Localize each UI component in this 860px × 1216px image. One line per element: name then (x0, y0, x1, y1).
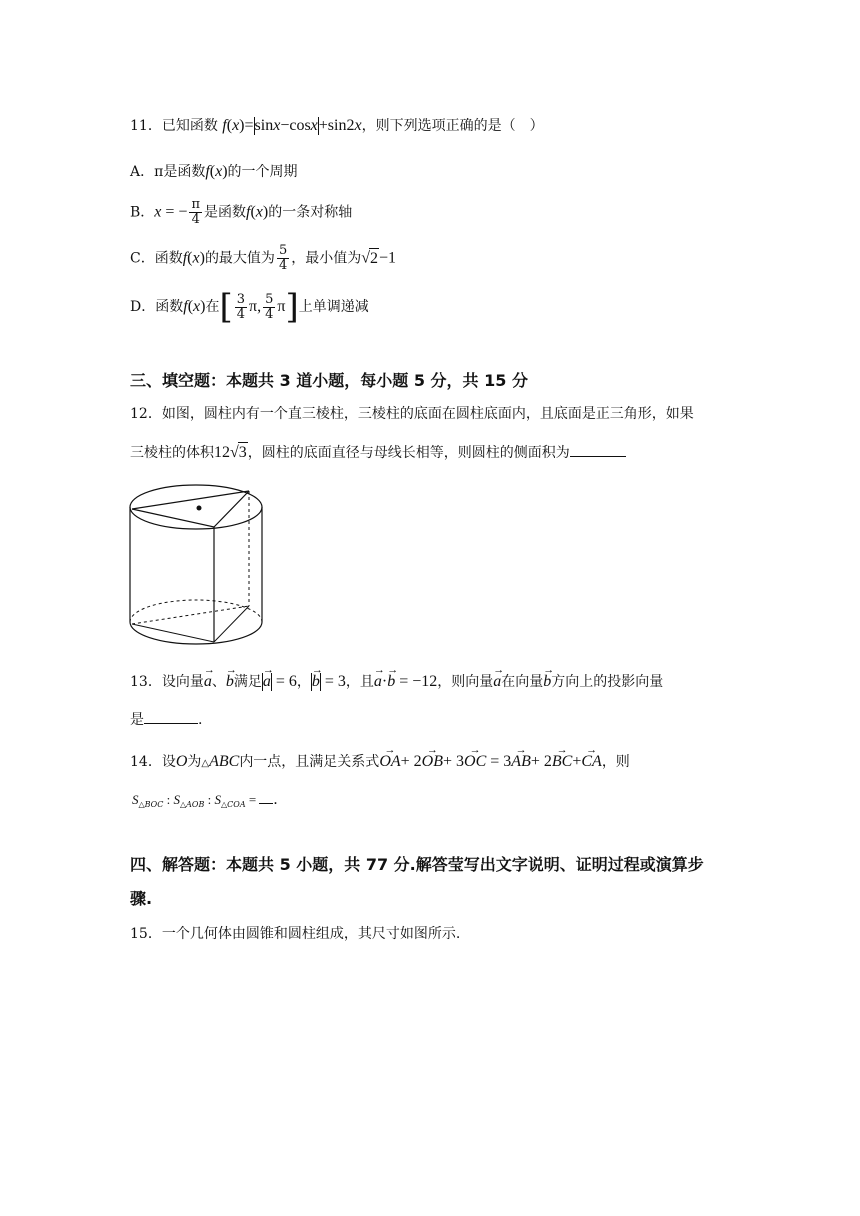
q12-line1: 12．如图，圆柱内有一个直三棱柱，三棱柱的底面在圆柱底面内，且底面是正三角形，如果 (130, 406, 694, 422)
q13-line1: 13．设向量→ a、→ b满足→ a = 6，→ b = 3，且→ a·→ b = −12，则向量→ a在向量→ b方向上的投影向量 (130, 672, 663, 692)
cylinder-figure (128, 480, 270, 652)
q14-line2: $S_{\triangle BOC}$ : $S_{\triangle AOB}$ : $S_{\triangle COA}$ = . (132, 791, 278, 809)
q11-option-a: A．π是函数f(x)的一个周期 (130, 163, 298, 180)
q11-option-c: C．函数f(x)的最大值为 $\frac{5}{4}$ ，最小值为√2−1 (130, 243, 397, 273)
q11-option-b: B．x = − $\frac{\pi}{4}$ 是函数f(x)的一条对称轴 (130, 197, 353, 227)
q11-option-d: D．函数f(x)在[ $\frac{3}{4}$ π, $\frac{5}{4}$ π]上单调递减 (130, 287, 369, 327)
section3-title: 三、填空题：本题共 3 道小题，每小题 5 分，共 15 分 (130, 371, 528, 390)
q12-line2: 三棱柱的体积12√3，圆柱的底面直径与母线长相等，则圆柱的侧面积为 (130, 442, 626, 463)
q14-line1: 14．设O为△ABC内一点，且满足关系式→ OA+ 2→ OB+ 3→ OC = 3→ AB+ 2→ BC+→ CA，则 (130, 752, 630, 774)
q11-stem: 11．已知函数 f(x)=sinx−cosx+sin2x，则下列选项正确的是（ ） (130, 117, 544, 134)
q11-function: f (222, 117, 227, 134)
section4-title-line1: 四、解答题：本题共 5 小题，共 77 分.解答莹写出文字说明、证明过程或演算步 (130, 855, 704, 874)
section4-title-line2: 骤. (130, 889, 153, 908)
q13-line2: 是 . (130, 712, 203, 728)
q15-text: 15．一个几何体由圆锥和圆柱组成，其尺寸如图所示. (130, 926, 461, 942)
